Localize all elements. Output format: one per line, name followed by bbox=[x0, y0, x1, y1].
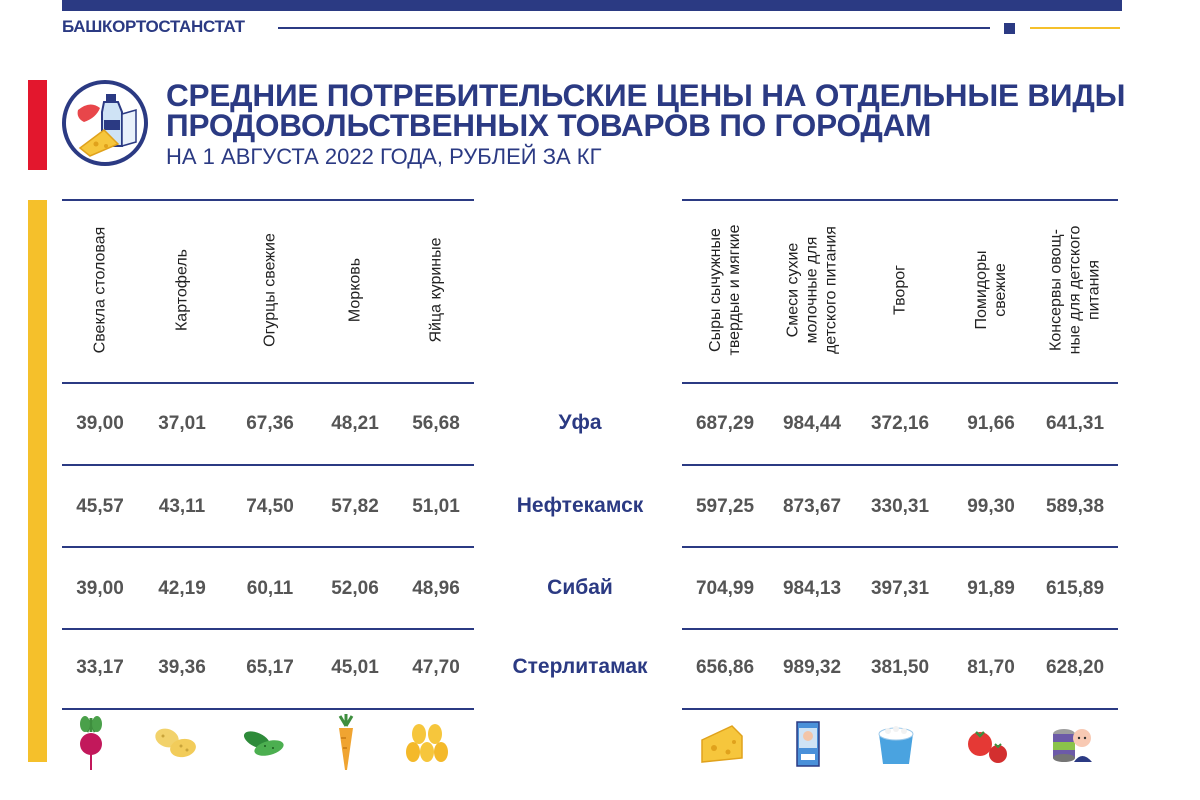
table-cell: 628,20 bbox=[1045, 657, 1105, 678]
table-cell: 641,31 bbox=[1045, 413, 1105, 434]
table-cell: 43,11 bbox=[158, 496, 206, 517]
table-cell: 33,17 bbox=[76, 657, 124, 678]
table-cell: 39,00 bbox=[76, 578, 124, 599]
table-cell: 39,36 bbox=[158, 657, 206, 678]
table-cell: 74,50 bbox=[246, 496, 294, 517]
table-cell: 42,19 bbox=[158, 578, 206, 599]
table-cell: 381,50 bbox=[870, 657, 930, 678]
table-cell: 45,57 bbox=[76, 496, 124, 517]
table-cell: 330,31 bbox=[870, 496, 930, 517]
column-header-left bbox=[406, 205, 466, 375]
table-cell: 51,01 bbox=[412, 496, 460, 517]
column-header-label: Огурцы свежие bbox=[261, 233, 279, 347]
table-cell: 615,89 bbox=[1045, 578, 1105, 599]
table-cell: 52,06 bbox=[331, 578, 379, 599]
table-cell: 372,16 bbox=[870, 413, 930, 434]
table-rule-left bbox=[62, 464, 474, 466]
cucumber-icon bbox=[239, 714, 285, 772]
table-cell: 989,32 bbox=[782, 657, 842, 678]
title-accent-bar bbox=[28, 80, 47, 170]
baby-food-can-icon bbox=[1048, 714, 1094, 772]
table-rule-right bbox=[682, 199, 1118, 201]
table-cell: 48,21 bbox=[331, 413, 379, 434]
city-label: Нефтекамск bbox=[516, 494, 644, 517]
table-rule-left bbox=[62, 546, 474, 548]
table-accent-bar bbox=[28, 200, 47, 762]
table-cell: 67,36 bbox=[246, 413, 294, 434]
table-cell: 704,99 bbox=[695, 578, 755, 599]
column-header-left bbox=[70, 205, 130, 375]
table-cell: 65,17 bbox=[246, 657, 294, 678]
tomato-icon bbox=[964, 714, 1010, 772]
table-cell: 48,96 bbox=[412, 578, 460, 599]
column-header-right bbox=[782, 205, 842, 375]
table-cell: 81,70 bbox=[967, 657, 1015, 678]
potato-icon bbox=[151, 714, 197, 772]
column-header-label: Консервы овощ- ные для детского питания bbox=[1047, 225, 1103, 355]
table-rule-right bbox=[682, 464, 1118, 466]
column-header-label: Творог bbox=[891, 265, 909, 315]
table-cell: 984,44 bbox=[782, 413, 842, 434]
column-header-right bbox=[961, 205, 1021, 375]
table-cell: 60,11 bbox=[246, 578, 294, 599]
page-title: СРЕДНИЕ ПОТРЕБИТЕЛЬСКИЕ ЦЕНЫ НА ОТДЕЛЬНЫЕ ВИДЫ ПРОДОВОЛЬСТВЕННЫХ ТОВАРОВ ПО ГОРОДАМ bbox=[166, 77, 1126, 143]
carrot-icon bbox=[324, 714, 370, 772]
table-cell: 91,89 bbox=[967, 578, 1015, 599]
table-rule-right bbox=[682, 546, 1118, 548]
column-header-right bbox=[695, 205, 755, 375]
column-header-label: Сыры сычужные твердые и мягкие bbox=[707, 224, 743, 356]
page-subtitle: НА 1 АВГУСТА 2022 ГОДА, РУБЛЕЙ ЗА КГ bbox=[166, 144, 602, 169]
table-cell: 589,38 bbox=[1045, 496, 1105, 517]
column-header-right bbox=[870, 205, 930, 375]
city-label: Сибай bbox=[547, 576, 613, 599]
table-cell: 99,30 bbox=[967, 496, 1015, 517]
column-header-left bbox=[152, 205, 212, 375]
table-rule-right bbox=[682, 628, 1118, 630]
eggs-icon bbox=[405, 714, 451, 772]
column-header-left bbox=[240, 205, 300, 375]
table-rule-left bbox=[62, 708, 474, 710]
table-cell: 397,31 bbox=[870, 578, 930, 599]
table-rule-left bbox=[62, 628, 474, 630]
cheese-icon bbox=[698, 714, 744, 772]
top-bar bbox=[62, 0, 1122, 11]
table-cell: 57,82 bbox=[331, 496, 379, 517]
baby-formula-icon bbox=[785, 714, 831, 772]
table-cell: 47,70 bbox=[412, 657, 460, 678]
table-cell: 984,13 bbox=[782, 578, 842, 599]
column-header-label: Помидоры свежие bbox=[973, 250, 1009, 330]
table-rule-right bbox=[682, 708, 1118, 710]
grocery-logo-icon bbox=[60, 78, 150, 168]
column-header-label: Свекла столовая bbox=[91, 226, 109, 354]
column-header-left bbox=[325, 205, 385, 375]
city-label: Стерлитамак bbox=[512, 655, 648, 678]
header-rule bbox=[278, 27, 990, 29]
table-rule-left bbox=[62, 199, 474, 201]
cottage-cheese-icon bbox=[873, 714, 919, 772]
header-accent-rule bbox=[1030, 27, 1120, 29]
table-cell: 873,67 bbox=[782, 496, 842, 517]
table-cell: 597,25 bbox=[695, 496, 755, 517]
table-rule-right bbox=[682, 382, 1118, 384]
city-label: Уфа bbox=[558, 411, 602, 434]
column-header-label: Смеси сухие молочные для детского питания bbox=[784, 226, 840, 354]
column-header-label: Яйца куриные bbox=[427, 237, 445, 343]
table-cell: 37,01 bbox=[158, 413, 206, 434]
table-cell: 45,01 bbox=[331, 657, 379, 678]
column-header-label: Морковь bbox=[346, 257, 364, 323]
table-cell: 56,68 bbox=[412, 413, 460, 434]
table-cell: 91,66 bbox=[967, 413, 1015, 434]
table-cell: 687,29 bbox=[695, 413, 755, 434]
column-header-right bbox=[1045, 205, 1105, 375]
column-header-label: Картофель bbox=[173, 249, 191, 332]
beet-icon bbox=[69, 714, 115, 772]
table-cell: 39,00 bbox=[76, 413, 124, 434]
table-cell: 656,86 bbox=[695, 657, 755, 678]
table-rule-left bbox=[62, 382, 474, 384]
agency-name: БАШКОРТОСТАНСТАТ bbox=[62, 17, 245, 36]
header-square bbox=[1004, 23, 1015, 34]
